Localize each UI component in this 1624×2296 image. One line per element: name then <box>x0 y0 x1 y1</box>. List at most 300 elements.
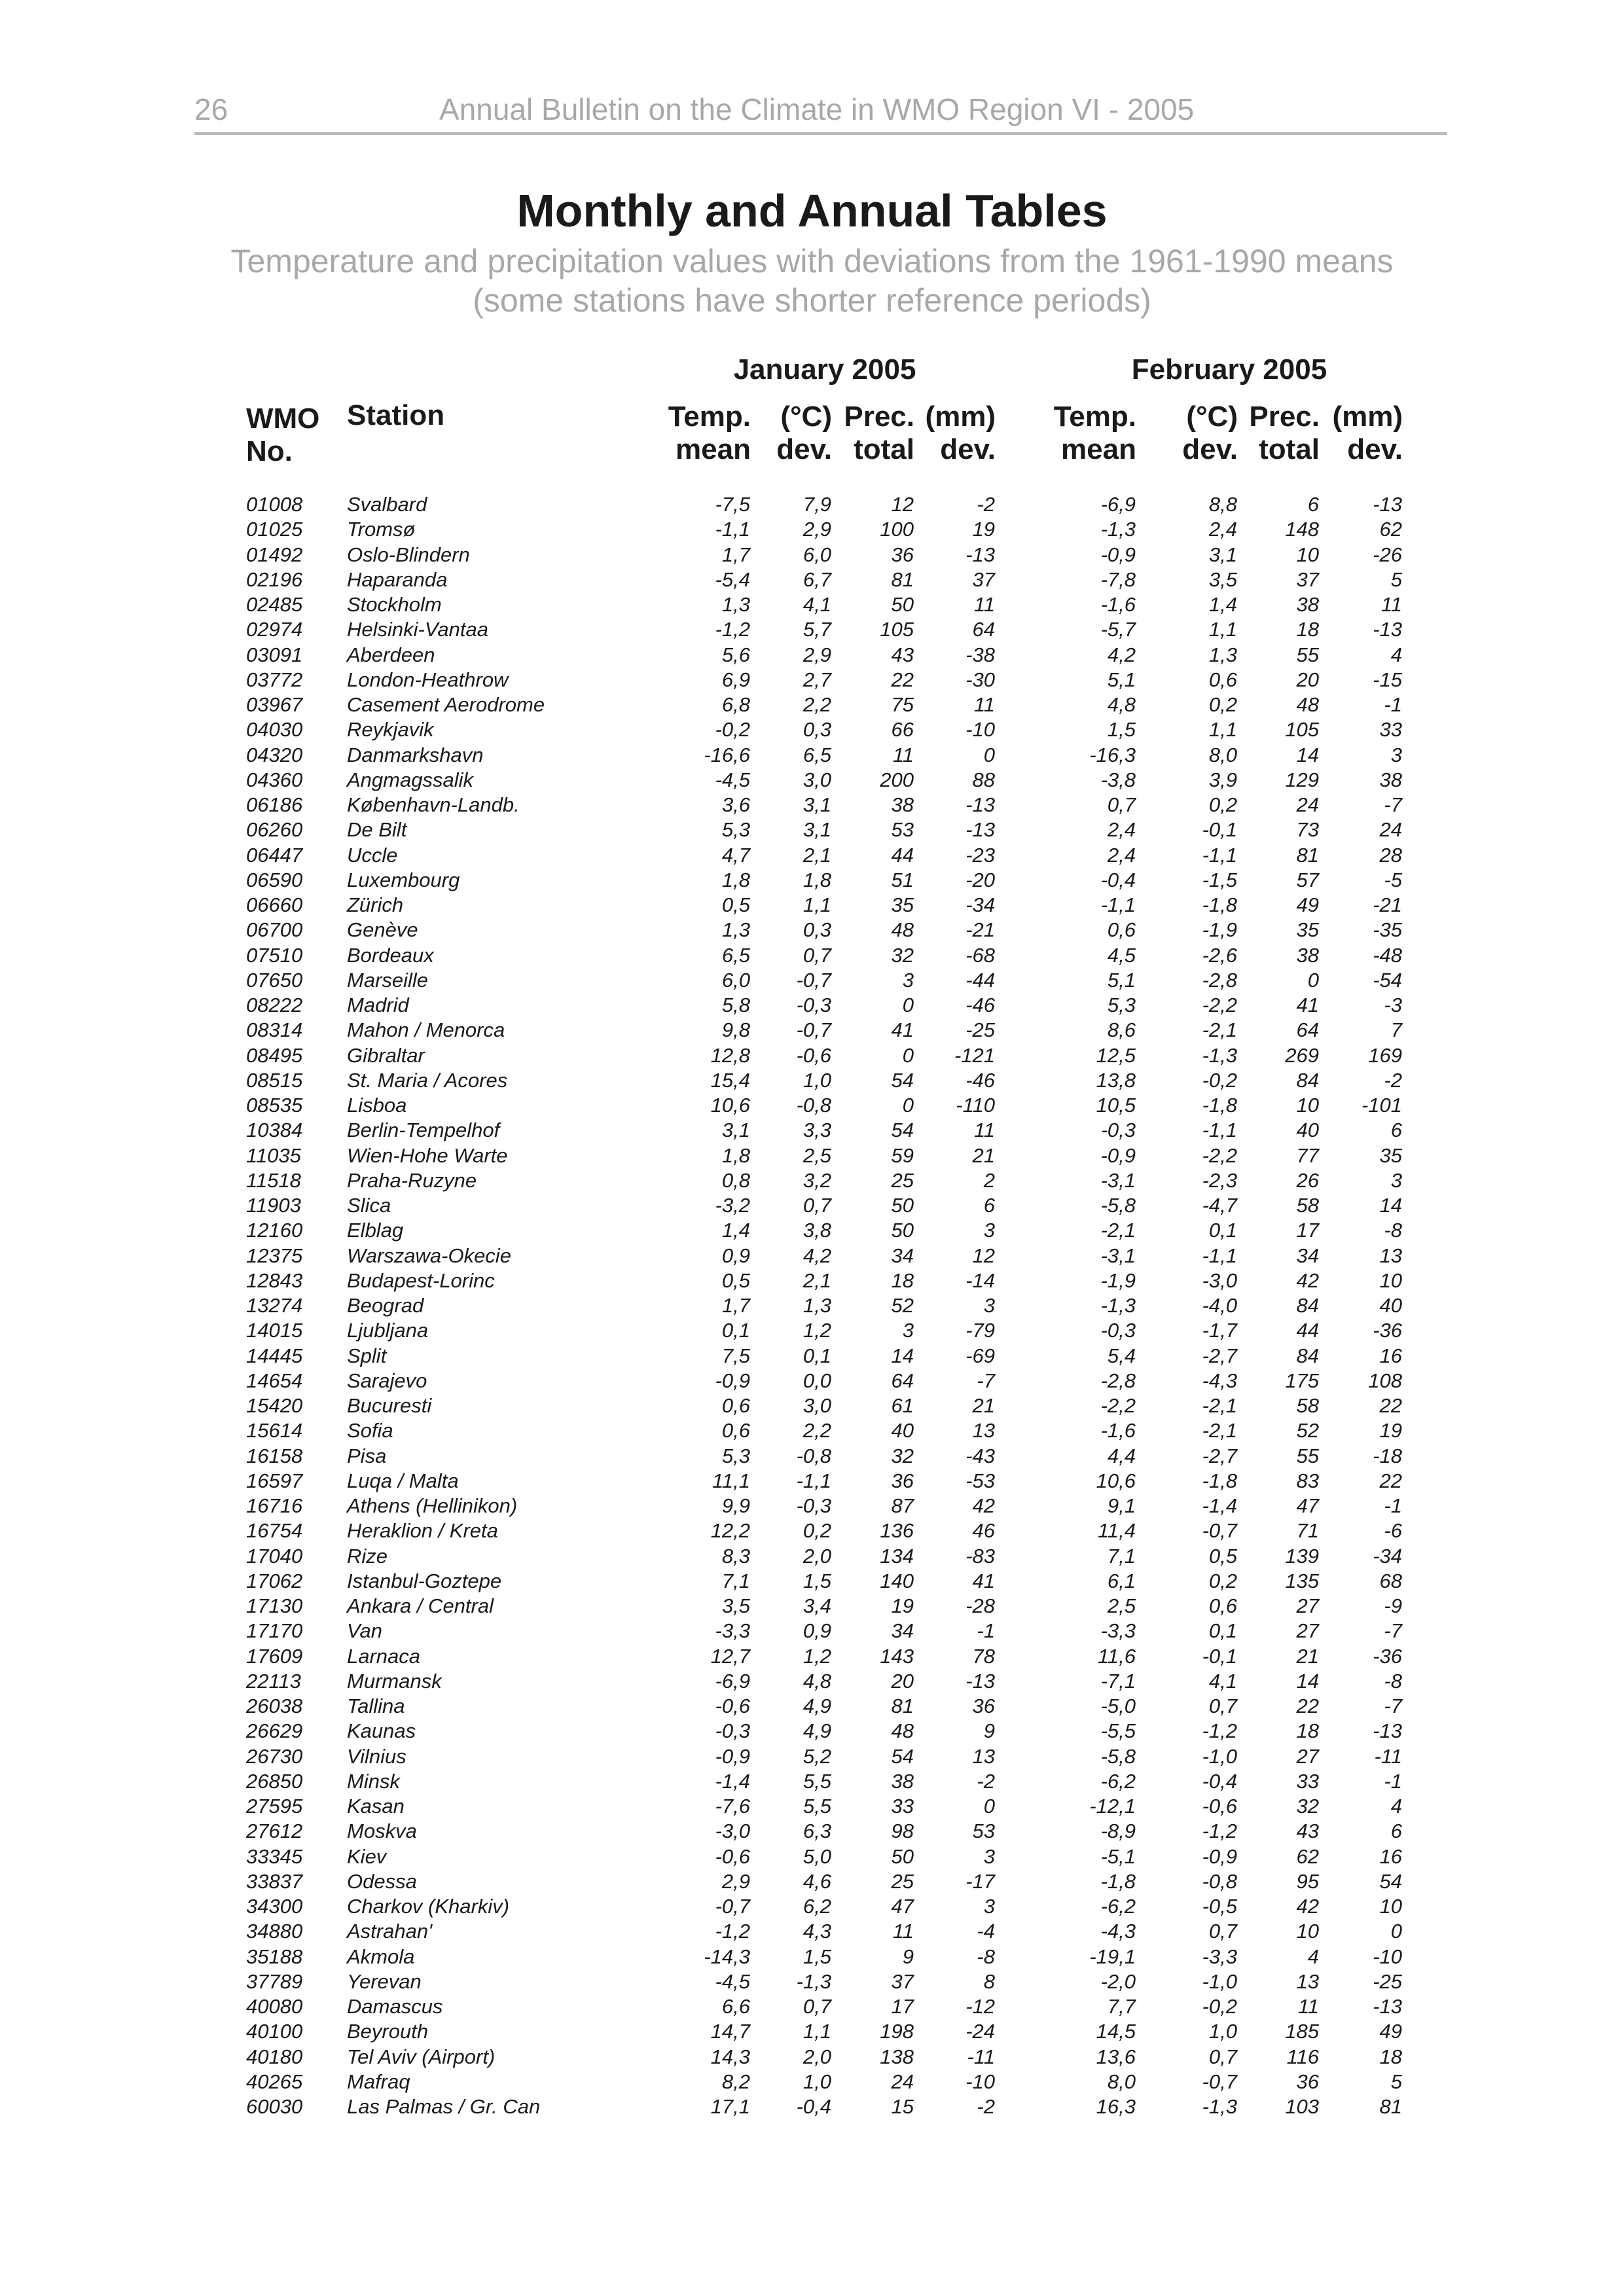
header-jan-degc: (°C) <box>780 401 832 433</box>
jan-temp-dev: 1,0 <box>803 1068 831 1092</box>
station-name: Wien-Hohe Warte <box>347 1143 508 1167</box>
feb-temp-dev: 3,5 <box>1208 567 1237 591</box>
jan-prec-dev: 53 <box>972 1820 995 1843</box>
table-row <box>0 817 1624 842</box>
table-row <box>0 743 1624 768</box>
running-header <box>194 92 1447 135</box>
feb-prec-dev: -8 <box>1384 1669 1402 1693</box>
wmo-number: 12160 <box>246 1219 303 1242</box>
feb-prec-total: 47 <box>1296 1494 1319 1517</box>
jan-prec-total: 11 <box>892 743 914 766</box>
table-row <box>0 1544 1624 1569</box>
jan-temp-mean: 6,5 <box>721 943 750 967</box>
station-name: Budapest-Lorinc <box>347 1268 495 1292</box>
feb-temp-mean: -5,8 <box>1100 1194 1136 1217</box>
station-name: Larnaca <box>347 1644 421 1668</box>
feb-temp-dev: -1,1 <box>1202 1119 1237 1142</box>
feb-prec-total: 4 <box>1307 1945 1319 1968</box>
feb-prec-total: 20 <box>1296 668 1319 691</box>
feb-temp-mean: -1,9 <box>1100 1268 1136 1292</box>
jan-temp-dev: 1,1 <box>803 893 831 916</box>
table-row <box>0 1894 1624 1919</box>
table-row <box>0 717 1624 742</box>
feb-temp-dev: 0,2 <box>1208 793 1237 816</box>
table-row <box>0 517 1624 542</box>
jan-prec-total: 61 <box>891 1394 914 1417</box>
jan-temp-dev: 1,0 <box>803 2070 831 2093</box>
jan-temp-mean: 7,5 <box>721 1344 750 1367</box>
jan-temp-mean: -3,0 <box>715 1820 750 1843</box>
jan-temp-mean: 0,6 <box>721 1419 750 1443</box>
feb-prec-dev: 6 <box>1390 1119 1402 1142</box>
jan-temp-mean: -1,2 <box>715 618 750 641</box>
station-name: Warszawa-Okecie <box>347 1244 511 1267</box>
table-row <box>0 868 1624 893</box>
feb-temp-mean: -6,2 <box>1100 1769 1136 1793</box>
feb-temp-dev: 2,4 <box>1208 518 1237 541</box>
station-name: Ankara / Central <box>347 1594 494 1617</box>
jan-prec-dev: -8 <box>977 1945 995 1968</box>
station-name: Beyrouth <box>347 2020 429 2043</box>
jan-prec-total: 38 <box>891 793 914 816</box>
jan-temp-dev: 2,1 <box>803 1268 831 1292</box>
jan-temp-mean: 11,1 <box>712 1469 750 1492</box>
feb-prec-dev: -8 <box>1384 1219 1402 1242</box>
table-row <box>0 943 1624 968</box>
jan-temp-dev: 2,9 <box>803 518 831 541</box>
feb-temp-dev: -4,3 <box>1202 1369 1237 1392</box>
station-name: Murmansk <box>347 1669 442 1693</box>
jan-temp-dev: 4,6 <box>803 1869 831 1893</box>
station-name: Istanbul-Goztepe <box>347 1569 502 1592</box>
feb-temp-dev: 0,6 <box>1208 668 1237 691</box>
feb-prec-dev: -2 <box>1384 1068 1402 1092</box>
feb-prec-total: 10 <box>1296 1094 1319 1117</box>
feb-temp-dev: -2,8 <box>1202 968 1237 992</box>
jan-prec-dev: 13 <box>972 1419 995 1443</box>
station-name: Danmarkshavn <box>347 743 484 766</box>
wmo-number: 40180 <box>246 2045 303 2068</box>
jan-prec-dev: 0 <box>983 1795 995 1818</box>
jan-prec-dev: -10 <box>965 718 995 742</box>
jan-prec-dev: -46 <box>965 1068 995 1092</box>
jan-prec-total: 50 <box>891 1844 914 1868</box>
feb-temp-dev: -2,2 <box>1202 1143 1237 1167</box>
jan-prec-total: 34 <box>891 1619 914 1643</box>
feb-temp-dev: -1,0 <box>1202 1969 1237 1993</box>
jan-temp-dev: 5,0 <box>803 1844 831 1868</box>
header-jan-prec: Prec. <box>844 401 914 433</box>
feb-prec-total: 129 <box>1285 768 1319 791</box>
jan-prec-dev: -69 <box>965 1344 995 1367</box>
feb-prec-total: 32 <box>1296 1795 1319 1818</box>
jan-prec-dev: -21 <box>965 918 995 942</box>
station-name: Helsinki-Vantaa <box>347 618 488 641</box>
feb-prec-total: 27 <box>1296 1619 1319 1643</box>
wmo-number: 17062 <box>246 1569 303 1592</box>
jan-prec-total: 0 <box>902 1043 914 1067</box>
jan-temp-dev: 2,5 <box>803 1143 831 1167</box>
feb-temp-mean: -1,6 <box>1100 1419 1136 1443</box>
feb-temp-dev: -0,1 <box>1202 818 1237 842</box>
wmo-number: 17040 <box>246 1544 303 1568</box>
jan-prec-dev: -1 <box>977 1619 995 1643</box>
feb-temp-dev: -0,7 <box>1202 2070 1237 2093</box>
feb-temp-dev: 0,2 <box>1208 693 1237 716</box>
jan-prec-total: 66 <box>891 718 914 742</box>
feb-prec-total: 135 <box>1285 1569 1319 1592</box>
table-row <box>0 643 1624 668</box>
jan-temp-dev: 5,7 <box>803 618 831 641</box>
station-name: Yerevan <box>347 1969 422 1993</box>
wmo-number: 04360 <box>246 768 303 791</box>
header-jan-prec-dev: dev. <box>940 433 996 465</box>
jan-temp-dev: -1,3 <box>796 1969 831 1993</box>
jan-temp-dev: 2,0 <box>803 2045 831 2068</box>
feb-temp-mean: -7,8 <box>1100 567 1136 591</box>
feb-temp-dev: -0,4 <box>1202 1769 1237 1793</box>
jan-prec-total: 36 <box>891 1469 914 1492</box>
jan-temp-mean: -0,9 <box>715 1744 750 1768</box>
jan-temp-dev: 3,1 <box>803 818 831 842</box>
feb-prec-total: 35 <box>1296 918 1319 942</box>
jan-temp-dev: 4,2 <box>803 1244 831 1267</box>
jan-prec-dev: -14 <box>965 1268 995 1292</box>
feb-prec-dev: -10 <box>1373 1945 1402 1968</box>
station-name: Gibraltar <box>347 1043 425 1067</box>
feb-prec-dev: -25 <box>1373 1969 1402 1993</box>
jan-prec-dev: 13 <box>972 1744 995 1768</box>
jan-prec-total: 81 <box>891 1695 914 1717</box>
feb-prec-dev: 33 <box>1379 718 1402 742</box>
feb-temp-dev: 4,1 <box>1208 1669 1237 1693</box>
table-row <box>0 1168 1624 1193</box>
wmo-number: 16158 <box>246 1444 303 1467</box>
feb-temp-mean: 5,1 <box>1107 968 1136 992</box>
feb-prec-dev: -13 <box>1373 493 1402 516</box>
jan-temp-mean: -0,2 <box>715 718 750 742</box>
jan-temp-dev: 5,5 <box>803 1769 831 1793</box>
feb-temp-mean: 4,2 <box>1107 643 1136 666</box>
header-wmo-no: No. <box>246 435 293 467</box>
feb-prec-total: 105 <box>1285 718 1319 742</box>
feb-prec-dev: -7 <box>1384 1695 1402 1717</box>
table-row <box>0 893 1624 918</box>
jan-prec-dev: 3 <box>983 1294 995 1317</box>
feb-temp-dev: -2,1 <box>1202 1419 1237 1443</box>
feb-prec-dev: 10 <box>1379 1895 1402 1918</box>
wmo-number: 14654 <box>246 1369 303 1392</box>
header-wmo: WMO <box>246 403 320 435</box>
feb-prec-total: 185 <box>1285 2020 1319 2043</box>
header-feb-mean: mean <box>1061 433 1136 465</box>
table-row <box>0 1018 1624 1043</box>
table-row <box>0 1418 1624 1443</box>
feb-temp-mean: -19,1 <box>1089 1945 1136 1968</box>
jan-prec-dev: -83 <box>965 1544 995 1568</box>
feb-temp-mean: -5,5 <box>1100 1719 1136 1743</box>
jan-prec-dev: 0 <box>983 743 995 766</box>
jan-prec-dev: -24 <box>965 2020 995 2043</box>
feb-temp-dev: 0,1 <box>1208 1619 1237 1643</box>
feb-temp-dev: -1,3 <box>1202 1043 1237 1067</box>
feb-prec-total: 42 <box>1296 1895 1319 1918</box>
table-row <box>0 793 1624 817</box>
feb-prec-dev: 35 <box>1379 1143 1402 1167</box>
wmo-number: 22113 <box>246 1669 301 1693</box>
jan-temp-dev: 2,2 <box>803 1419 831 1443</box>
feb-prec-total: 57 <box>1296 868 1319 891</box>
jan-temp-dev: 1,3 <box>803 1294 831 1317</box>
feb-prec-dev: 13 <box>1379 1244 1402 1267</box>
wmo-number: 02485 <box>246 593 303 616</box>
jan-temp-dev: 0,9 <box>803 1619 831 1643</box>
feb-temp-dev: -1,5 <box>1202 868 1237 891</box>
wmo-number: 03772 <box>246 668 303 691</box>
station-name: Heraklion / Kreta <box>347 1519 498 1543</box>
feb-prec-dev: -1 <box>1384 1769 1402 1793</box>
feb-prec-total: 84 <box>1296 1344 1319 1367</box>
table-row <box>0 1919 1624 1944</box>
jan-temp-dev: 1,2 <box>803 1319 831 1342</box>
table-row <box>0 1268 1624 1293</box>
jan-prec-total: 0 <box>902 1094 914 1117</box>
feb-temp-dev: -1,4 <box>1202 1494 1237 1517</box>
table-row <box>0 968 1624 993</box>
header-jan-total: total <box>854 433 914 465</box>
jan-temp-dev: 6,2 <box>803 1895 831 1918</box>
feb-prec-dev: 108 <box>1368 1369 1402 1392</box>
jan-temp-mean: 4,7 <box>721 843 750 867</box>
wmo-number: 33345 <box>246 1844 303 1868</box>
header-jan-temp-dev: dev. <box>776 433 832 465</box>
table-row <box>0 1093 1624 1118</box>
jan-prec-total: 200 <box>880 768 914 791</box>
feb-temp-mean: -5,8 <box>1100 1744 1136 1768</box>
jan-temp-mean: -3,2 <box>715 1194 750 1217</box>
station-name: Astrahan' <box>347 1920 432 1943</box>
feb-temp-mean: 9,1 <box>1107 1494 1136 1517</box>
feb-temp-dev: -1,7 <box>1202 1319 1237 1342</box>
table-row <box>0 617 1624 642</box>
feb-prec-total: 49 <box>1296 893 1319 916</box>
table-row <box>0 1869 1624 1894</box>
jan-temp-mean: -4,5 <box>715 1969 750 1993</box>
jan-prec-dev: -68 <box>965 943 995 967</box>
jan-prec-total: 12 <box>891 493 914 516</box>
jan-prec-dev: -30 <box>965 668 995 691</box>
feb-prec-dev: 81 <box>1379 2095 1402 2118</box>
table-row <box>0 918 1624 942</box>
feb-prec-dev: -7 <box>1384 1619 1402 1643</box>
station-name: Rize <box>347 1544 388 1568</box>
station-name: Berlin-Tempelhof <box>347 1119 500 1142</box>
jan-prec-total: 15 <box>891 2095 914 2118</box>
jan-prec-dev: -25 <box>965 1018 995 1042</box>
jan-prec-dev: 2 <box>983 1168 995 1192</box>
station-name: Athens (Hellinikon) <box>347 1494 518 1517</box>
feb-temp-mean: 7,1 <box>1107 1544 1136 1568</box>
feb-prec-total: 33 <box>1296 1769 1319 1793</box>
feb-prec-dev: -6 <box>1384 1519 1402 1543</box>
feb-prec-dev: -21 <box>1373 893 1402 916</box>
jan-temp-dev: 1,5 <box>803 1569 831 1592</box>
table-row <box>0 1293 1624 1318</box>
jan-prec-dev: -13 <box>965 818 995 842</box>
jan-prec-total: 81 <box>891 567 914 591</box>
feb-temp-mean: 11,4 <box>1097 1519 1136 1543</box>
feb-prec-dev: 38 <box>1379 768 1402 791</box>
wmo-number: 60030 <box>246 2095 303 2118</box>
feb-prec-total: 37 <box>1296 567 1319 591</box>
table-row <box>0 1318 1624 1343</box>
table-row <box>0 592 1624 617</box>
feb-temp-dev: -3,3 <box>1202 1945 1237 1968</box>
wmo-number: 37789 <box>246 1969 303 1993</box>
station-name: Tallina <box>347 1695 405 1717</box>
table-row <box>0 668 1624 692</box>
wmo-number: 34300 <box>246 1895 303 1918</box>
feb-temp-dev: -2,6 <box>1202 943 1237 967</box>
feb-prec-dev: -26 <box>1373 543 1402 566</box>
jan-prec-dev: 37 <box>972 567 995 591</box>
jan-temp-mean: -1,4 <box>715 1769 750 1793</box>
jan-temp-mean: -5,4 <box>715 567 750 591</box>
jan-temp-dev: -0,7 <box>796 968 831 992</box>
feb-temp-dev: -0,2 <box>1202 1068 1237 1092</box>
feb-prec-total: 148 <box>1285 518 1319 541</box>
jan-prec-total: 64 <box>891 1369 914 1392</box>
feb-temp-dev: -1,9 <box>1202 918 1237 942</box>
feb-prec-dev: 19 <box>1379 1419 1402 1443</box>
jan-prec-dev: 88 <box>972 768 995 791</box>
feb-temp-mean: -7,1 <box>1100 1669 1136 1693</box>
wmo-number: 07510 <box>246 943 303 967</box>
jan-temp-dev: -0,7 <box>796 1018 831 1042</box>
jan-temp-mean: 7,1 <box>721 1569 750 1592</box>
wmo-number: 11903 <box>246 1194 301 1217</box>
feb-temp-mean: -3,1 <box>1100 1168 1136 1192</box>
jan-temp-dev: 2,1 <box>803 843 831 867</box>
feb-temp-mean: -4,3 <box>1100 1920 1136 1943</box>
station-name: London-Heathrow <box>347 668 509 691</box>
jan-temp-dev: 6,7 <box>803 567 831 591</box>
table-row <box>0 1594 1624 1619</box>
jan-temp-mean: 14,7 <box>710 2020 750 2043</box>
jan-prec-total: 0 <box>902 994 914 1016</box>
jan-temp-dev: 6,3 <box>803 1820 831 1843</box>
jan-prec-dev: -23 <box>965 843 995 867</box>
jan-temp-dev: 3,0 <box>803 1394 831 1417</box>
feb-temp-mean: -3,3 <box>1100 1619 1136 1643</box>
feb-temp-mean: 8,0 <box>1107 2070 1136 2093</box>
month-heading-january: January 2005 <box>733 353 916 386</box>
jan-prec-total: 18 <box>891 1268 914 1292</box>
table-row <box>0 1719 1624 1744</box>
station-name: Beograd <box>347 1294 424 1317</box>
jan-temp-mean: -16,6 <box>704 743 750 766</box>
table-row <box>0 1369 1624 1393</box>
station-name: Luxembourg <box>347 868 460 891</box>
feb-temp-dev: -1,1 <box>1202 843 1237 867</box>
jan-temp-mean: 6,9 <box>721 668 750 691</box>
feb-prec-total: 43 <box>1296 1820 1319 1843</box>
feb-prec-dev: 0 <box>1390 1920 1402 1943</box>
feb-prec-total: 21 <box>1296 1644 1319 1668</box>
jan-prec-dev: 21 <box>972 1394 995 1417</box>
jan-temp-mean: 3,5 <box>721 1594 750 1617</box>
feb-prec-dev: 10 <box>1379 1268 1402 1292</box>
station-name: Las Palmas / Gr. Can <box>347 2095 541 2118</box>
jan-prec-dev: 21 <box>972 1143 995 1167</box>
feb-temp-mean: 4,8 <box>1107 693 1136 716</box>
jan-prec-total: 105 <box>880 618 914 641</box>
jan-temp-mean: -6,9 <box>715 1669 750 1693</box>
jan-prec-total: 19 <box>891 1594 914 1617</box>
jan-prec-dev: -43 <box>965 1444 995 1467</box>
jan-temp-mean: 0,6 <box>721 1394 750 1417</box>
wmo-number: 26850 <box>246 1769 303 1793</box>
wmo-number: 12375 <box>246 1244 303 1267</box>
jan-prec-total: 52 <box>891 1294 914 1317</box>
jan-prec-dev: 6 <box>983 1194 995 1217</box>
feb-prec-dev: -9 <box>1384 1594 1402 1617</box>
table-row <box>0 1844 1624 1869</box>
station-name: Kaunas <box>347 1719 416 1743</box>
feb-temp-dev: -1,0 <box>1202 1744 1237 1768</box>
jan-temp-dev: 3,2 <box>803 1168 831 1192</box>
feb-prec-total: 22 <box>1296 1695 1319 1717</box>
jan-prec-dev: -38 <box>965 643 995 666</box>
header-feb-mm: (mm) <box>1332 401 1403 433</box>
wmo-number: 13274 <box>246 1294 303 1317</box>
station-name: Oslo-Blindern <box>347 543 470 566</box>
table-row <box>0 1969 1624 1994</box>
station-name: Odessa <box>347 1869 417 1893</box>
header-jan-mm: (mm) <box>925 401 996 433</box>
table-row <box>0 1669 1624 1694</box>
jan-prec-dev: -7 <box>977 1369 995 1392</box>
station-name: De Bilt <box>347 818 407 842</box>
table-row <box>0 1444 1624 1469</box>
feb-prec-total: 14 <box>1296 1669 1319 1693</box>
feb-prec-total: 52 <box>1296 1419 1319 1443</box>
feb-temp-dev: -0,9 <box>1202 1844 1237 1868</box>
table-row <box>0 692 1624 717</box>
feb-temp-dev: 8,8 <box>1208 493 1237 516</box>
jan-temp-mean: 2,9 <box>721 1869 750 1893</box>
feb-temp-mean: 11,6 <box>1097 1644 1136 1668</box>
feb-prec-total: 41 <box>1296 994 1319 1016</box>
jan-temp-dev: -0,8 <box>796 1444 831 1467</box>
jan-prec-dev: 3 <box>983 1219 995 1242</box>
feb-temp-dev: -2,7 <box>1202 1344 1237 1367</box>
jan-temp-dev: 1,1 <box>803 2020 831 2043</box>
header-jan-mean: mean <box>676 433 751 465</box>
station-name: Tel Aviv (Airport) <box>347 2045 496 2068</box>
feb-prec-dev: 54 <box>1379 1869 1402 1893</box>
feb-temp-dev: -1,3 <box>1202 2095 1237 2118</box>
jan-prec-total: 143 <box>880 1644 914 1668</box>
station-name: Madrid <box>347 994 409 1016</box>
jan-temp-dev: 1,2 <box>803 1644 831 1668</box>
station-name: Moskva <box>347 1820 417 1843</box>
table-row <box>0 1193 1624 1218</box>
wmo-number: 17609 <box>246 1644 303 1668</box>
jan-temp-mean: 17,1 <box>710 2095 750 2118</box>
feb-temp-mean: -2,8 <box>1100 1369 1136 1392</box>
table-row <box>0 843 1624 868</box>
